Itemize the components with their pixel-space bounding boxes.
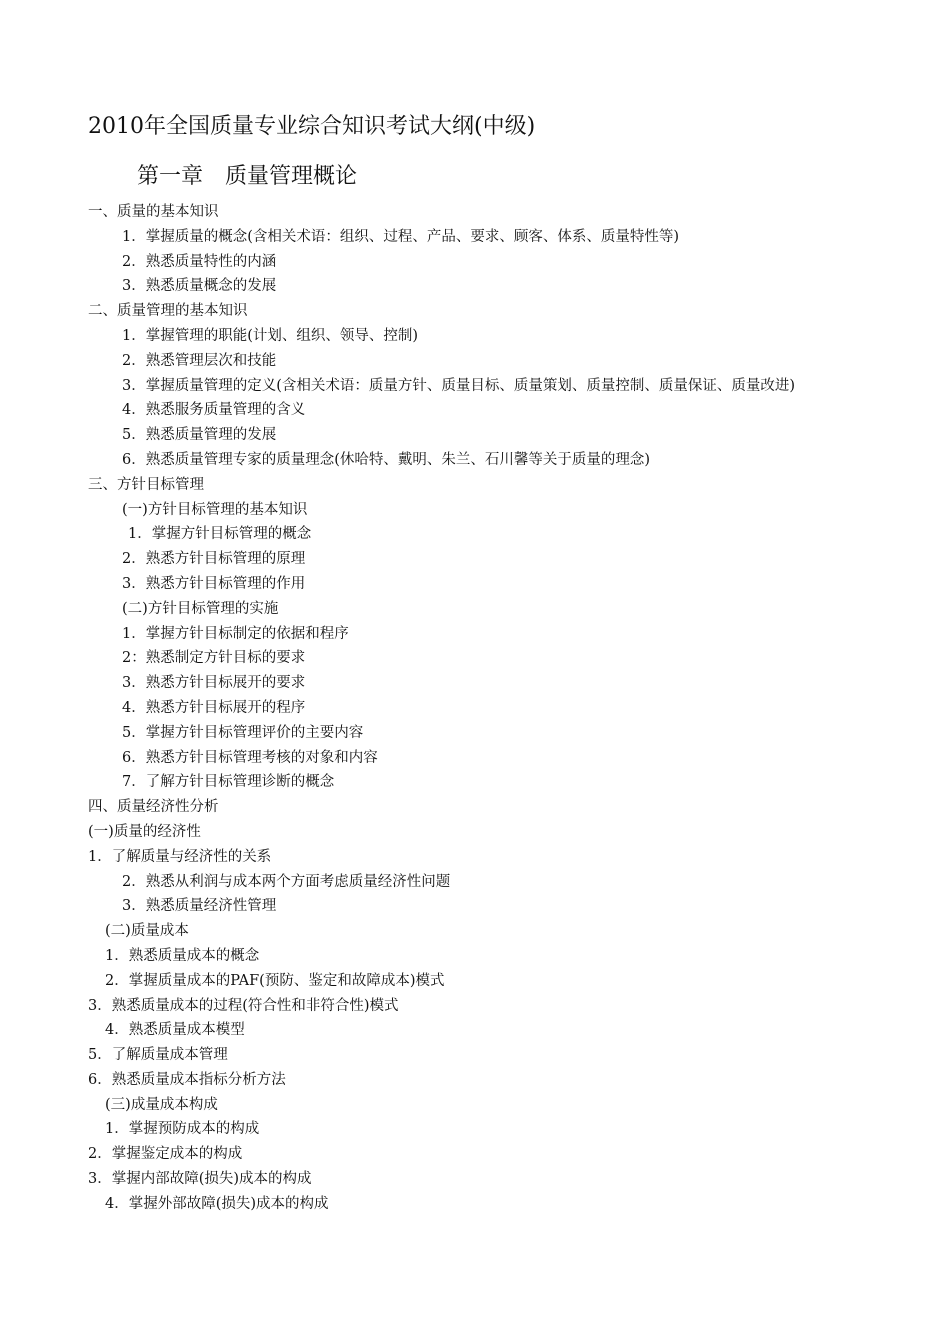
outline-item: 3．熟悉方针目标展开的要求 [122, 675, 306, 692]
section-heading: 一、质量的基本知识 [88, 204, 219, 220]
outline-item: 1．掌握预防成本的构成 [105, 1121, 260, 1138]
outline-item: 2．熟悉质量特性的内涵 [122, 253, 277, 270]
outline-item: 5．熟悉质量管理的发展 [122, 427, 277, 444]
outline-item: 4．掌握外部故障(损失)成本的构成 [105, 1195, 329, 1212]
outline-item: 3．熟悉质量概念的发展 [122, 278, 277, 295]
outline-item: 4．熟悉服务质量管理的含义 [122, 402, 306, 419]
subsection-heading: (二)方针目标管理的实施 [122, 600, 279, 617]
outline-item: 1．掌握方针目标制定的依据和程序 [122, 625, 349, 642]
outline-item: 5．掌握方针目标管理评价的主要内容 [122, 724, 364, 741]
outline-item: 1．熟悉质量成本的概念 [105, 947, 260, 964]
outline-item: 6．熟悉方针目标管理考核的对象和内容 [122, 749, 378, 766]
outline-item: 3．掌握内部故障(损失)成本的构成 [88, 1171, 312, 1188]
outline-item: 2．熟悉管理层次和技能 [122, 352, 277, 369]
section-heading: 四、质量经济性分析 [88, 799, 219, 816]
subsection-heading: (二)质量成本 [105, 923, 189, 940]
section-heading: 三、方针目标管理 [88, 476, 204, 493]
outline-item: 1．掌握管理的职能(计划、组织、领导、控制) [122, 327, 419, 344]
outline-item: 3．熟悉方针目标管理的作用 [122, 575, 306, 592]
outline-item: 2．熟悉从利润与成本两个方面考虑质量经济性问题 [122, 873, 451, 890]
outline-item: 1．了解质量与经济性的关系 [88, 848, 272, 865]
outline-item: 5．了解质量成本管理 [88, 1047, 228, 1064]
outline-item: 2：熟悉制定方针目标的要求 [122, 650, 306, 667]
section-heading: 二、质量管理的基本知识 [88, 303, 248, 320]
outline-item: 1．掌握质量的概念(含相关术语：组织、过程、产品、要求、顾客、体系、质量特性等) [122, 228, 680, 245]
subsection-heading: (一)质量的经济性 [88, 823, 201, 840]
outline-item: 6．熟悉质量管理专家的质量理念(休哈特、戴明、朱兰、石川馨等关于质量的理念) [122, 451, 651, 468]
outline-item: 4．熟悉质量成本模型 [105, 1022, 245, 1039]
outline-item: 2．熟悉方针目标管理的原理 [122, 551, 306, 568]
document-title: 2010年全国质量专业综合知识考试大纲(中级) [88, 114, 536, 139]
chapter-heading: 第一章 质量管理概论 [137, 164, 358, 189]
outline-item: 3．熟悉质量成本的过程(符合性和非符合性)模式 [88, 997, 399, 1014]
subsection-heading: (三)成量成本构成 [105, 1096, 218, 1113]
outline-item: 6．熟悉质量成本指标分析方法 [88, 1071, 286, 1088]
outline-item: 1．掌握方针目标管理的概念 [128, 526, 312, 543]
outline-item: 7．了解方针目标管理诊断的概念 [122, 774, 335, 791]
subsection-heading: (一)方针目标管理的基本知识 [122, 501, 308, 518]
outline-item: 3．掌握质量管理的定义(含相关术语：质量方针、质量目标、质量策划、质量控制、质量保证、质量改进) [122, 377, 796, 394]
outline-item: 2．掌握鉴定成本的构成 [88, 1146, 243, 1163]
outline-item: 2．掌握质量成本的PAF(预防、鉴定和故障成本)模式 [105, 972, 445, 989]
outline-item: 3．熟悉质量经济性管理 [122, 898, 277, 915]
outline-item: 4．熟悉方针目标展开的程序 [122, 699, 306, 716]
syllabus-outline [88, 200, 878, 1217]
